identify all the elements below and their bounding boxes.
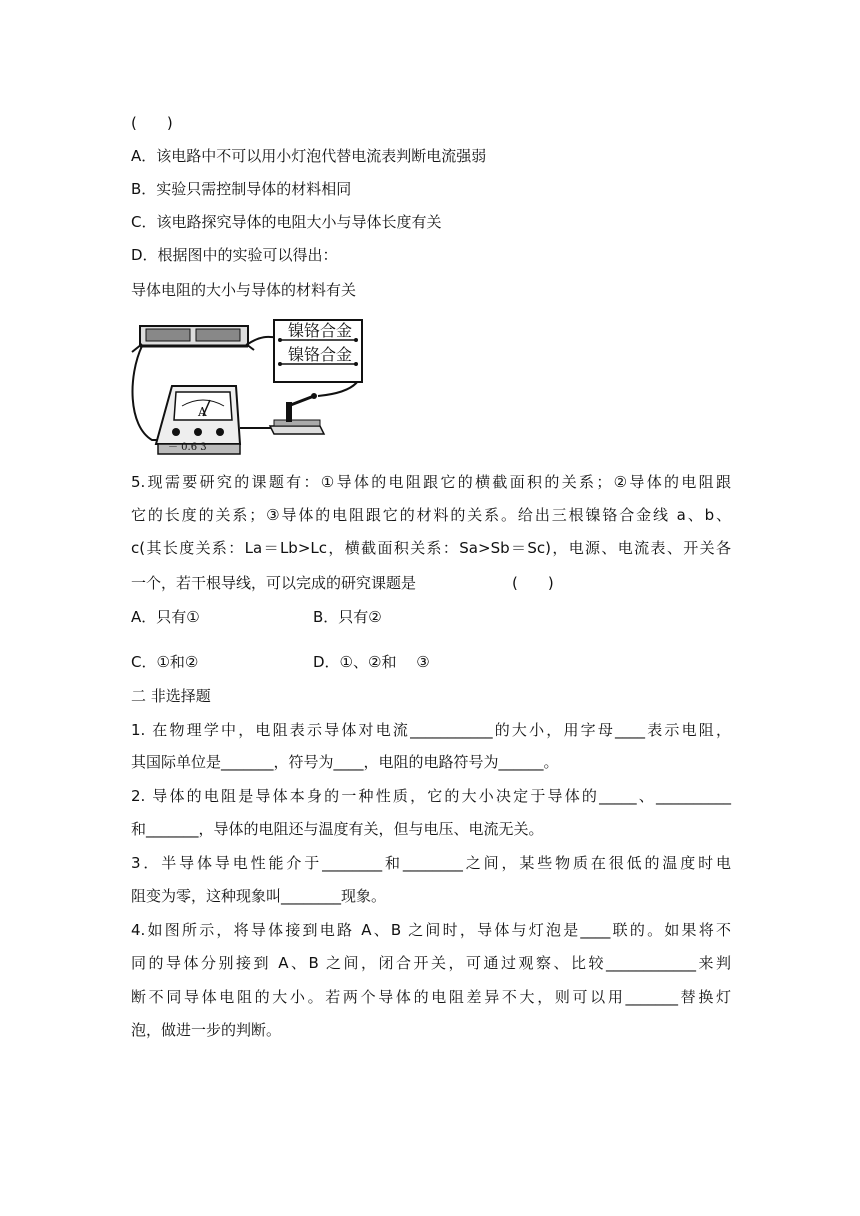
q5-option-b: B．只有②	[313, 608, 382, 626]
switch-icon	[270, 393, 324, 434]
q5-option-c: C．①和②	[131, 653, 199, 671]
fill-q1-line-1: 1. 在物理学中，电阻表示导体对电流___________的大小，用字母____表示电阻，	[131, 721, 731, 739]
fill-q2-line-2: 和_______，导体的电阻还与温度有关，但与电压、电流无关。	[131, 820, 544, 838]
q4-option-d-continued: 导体电阻的大小与导体的材料有关	[131, 281, 357, 299]
fill-q4-line-3: 断不同导体电阻的大小。若两个导体的电阻差异不大，则可以用_______替换灯	[131, 988, 731, 1006]
fill-q3-line-2: 阻变为零，这种现象叫________现象。	[131, 887, 387, 905]
wire1-label: 镍铬合金	[288, 321, 353, 340]
q4-option-c: C．该电路探究导体的电阻大小与导体长度有关	[131, 213, 442, 231]
ammeter-icon	[156, 386, 240, 454]
section-heading: 二 非选择题	[131, 687, 211, 705]
q5-line-1: 5.现需要研究的课题有：①导体的电阻跟它的横截面积的关系；②导体的电阻跟	[131, 473, 731, 491]
fill-q4-line-2: 同的导体分别接到 A、B 之间，闭合开关，可通过观察、比较____________来判	[131, 954, 731, 972]
battery-icon	[132, 326, 254, 352]
fill-q4-line-1: 4.如图所示，将导体接到电路 A、B 之间时，导体与灯泡是____联的。如果将不	[131, 921, 731, 939]
q5-answer-paren: ( )	[512, 574, 554, 592]
q5-line-4-text: 一个，若干根导线，可以完成的研究课题是	[131, 574, 417, 592]
ammeter-terminals: － 0.6 3	[168, 442, 207, 453]
wire2-label: 镍铬合金	[288, 345, 353, 364]
q4-option-a: A．该电路中不可以用小灯泡代替电流表判断电流强弱	[131, 147, 487, 165]
circuit-diagram	[128, 316, 368, 458]
q4-option-d: D．根据图中的实验可以得出：	[131, 246, 338, 264]
wire-board	[274, 320, 362, 382]
ammeter-letter: A	[198, 405, 207, 419]
q4-option-b: B．实验只需控制导体的材料相同	[131, 180, 352, 198]
fill-q4-line-4: 泡，做进一步的判断。	[131, 1021, 282, 1039]
q4-answer-paren: ( )	[131, 114, 173, 132]
circuit-figure	[128, 316, 368, 462]
q5-line-2: 它的长度的关系；③导体的电阻跟它的材料的关系。给出三根镍铬合金线 a、b、	[131, 506, 731, 524]
fill-q1-line-2: 其国际单位是_______，符号为____，电阻的电路符号为______。	[131, 753, 559, 771]
q5-option-d: D．①、②和 ③	[313, 653, 430, 671]
fill-q3-line-1: 3．半导体导电性能介于________和________之间，某些物质在很低的温度时电	[131, 854, 731, 872]
fill-q2-line-1: 2. 导体的电阻是导体本身的一种性质，它的大小决定于导体的_____、__________	[131, 787, 731, 805]
q5-line-3: c(其长度关系：La＝Lb>Lc，横截面积关系：Sa>Sb＝Sc)，电源、电流表、开关各	[131, 539, 731, 557]
q5-option-a: A．只有①	[131, 608, 200, 626]
q5-line-4	[131, 573, 731, 593]
